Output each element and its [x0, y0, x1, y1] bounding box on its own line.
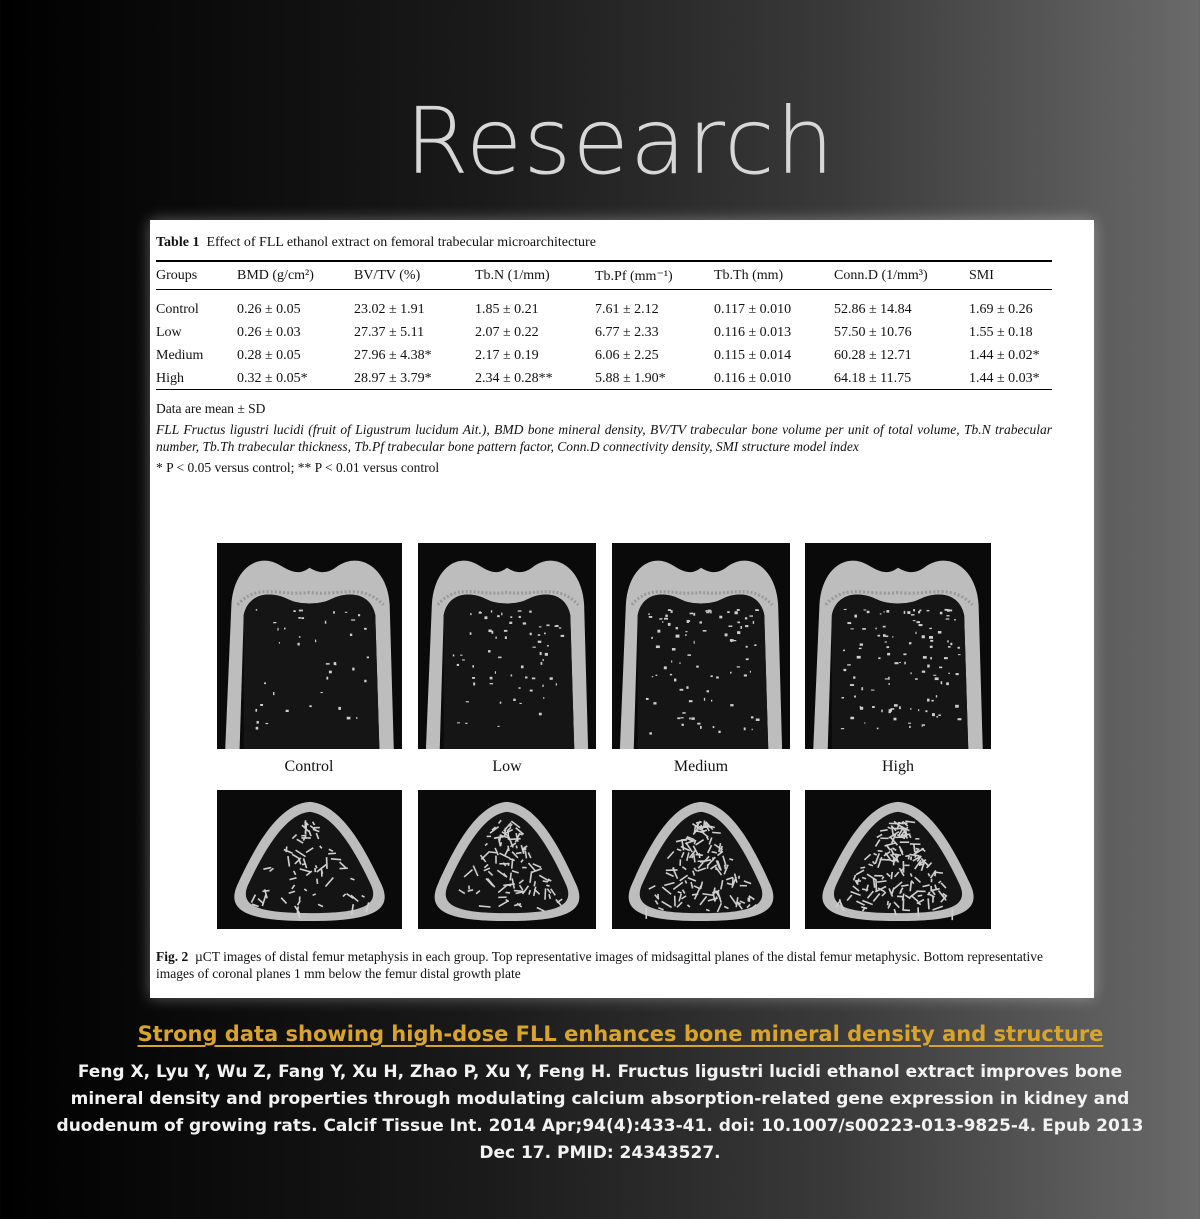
cell-smi: 1.69 ± 0.26	[969, 301, 1033, 317]
figure-caption	[156, 948, 1052, 982]
figure-label-control: Control	[284, 758, 334, 775]
cell-tbth: 0.116 ± 0.010	[714, 370, 792, 386]
table-title: Effect of FLL ethanol extract on femoral trabecular microarchitecture	[206, 235, 596, 250]
cell-bvtv: 27.96 ± 4.38*	[354, 347, 432, 363]
summary-tagline: Strong data showing high-dose FLL enhances bone mineral density and structure	[137, 1022, 1104, 1046]
header-smi: SMI	[969, 268, 994, 283]
figure-label-high: High	[882, 758, 914, 775]
ct-coronal-low	[418, 790, 596, 929]
cell-bvtv: 28.97 ± 3.79*	[354, 370, 432, 386]
figure-label-low: Low	[492, 758, 522, 775]
figure-label-medium: Medium	[673, 758, 729, 775]
cell-group: Medium	[156, 347, 204, 363]
ct-sagittal-low	[418, 543, 596, 749]
note-abbreviations: FLL Fructus ligustri lucidi (fruit of Ligustrum lucidum Ait.), BMD bone mineral density, BV/TV trabecular bone volume per unit of total volume, Tb.N trabecular number, Tb.Th trabecular thickness, Tb.Pf trabecular bone pattern factor, Conn.D connectivity density, SMI structure model index	[156, 422, 1052, 454]
header-bvtv: BV/TV (%)	[354, 268, 421, 283]
page-headline: Research	[405, 88, 835, 195]
table-caption	[156, 235, 596, 251]
cell-tbpf: 6.77 ± 2.33	[595, 324, 659, 340]
ct-coronal-control	[217, 790, 402, 929]
cell-tbpf: 5.88 ± 1.90*	[595, 370, 666, 386]
figure-caption-label: Fig. 2	[156, 949, 189, 964]
cell-bmd: 0.32 ± 0.05*	[237, 370, 308, 386]
cell-tbth: 0.115 ± 0.014	[714, 347, 792, 363]
cell-bvtv: 23.02 ± 1.91	[354, 301, 425, 317]
cell-group: Low	[156, 324, 182, 340]
ct-sagittal-high	[805, 543, 991, 749]
table-row	[156, 321, 1052, 344]
cell-tbpf: 6.06 ± 2.25	[595, 347, 659, 363]
cell-tbn: 2.07 ± 0.22	[475, 324, 539, 340]
ct-sagittal-control	[217, 543, 402, 749]
table-notes	[156, 400, 1052, 480]
reference-citation: Feng X, Lyu Y, Wu Z, Fang Y, Xu H, Zhao P, Xu Y, Feng H. Fructus ligustri lucidi ethanol extract improves bone mineral density and properties through modulating calcium absorption-related gene expression in kidney and duodenum of growing rats. Calcif Tissue Int. 2014 Apr;94(4):433-41. doi: 10.1007/s00223-013-9825-4. Epub 2013 Dec 17. PMID: 24343527.	[56, 1062, 1144, 1163]
cell-bmd: 0.26 ± 0.03	[237, 324, 301, 340]
cell-tbpf: 7.61 ± 2.12	[595, 301, 659, 317]
table-header-row	[156, 262, 1052, 290]
table-label: Table 1	[156, 235, 200, 250]
cell-tbn: 1.85 ± 0.21	[475, 301, 539, 317]
header-tbth: Tb.Th (mm)	[714, 268, 784, 283]
cell-group: Control	[156, 301, 199, 317]
ct-sagittal-medium	[612, 543, 790, 749]
cell-connd: 57.50 ± 10.76	[834, 324, 912, 340]
table-row	[156, 344, 1052, 367]
header-bmd: BMD (g/cm²)	[237, 268, 314, 283]
cell-tbn: 2.34 ± 0.28**	[475, 370, 553, 386]
cell-smi: 1.55 ± 0.18	[969, 324, 1033, 340]
cell-tbth: 0.116 ± 0.013	[714, 324, 792, 340]
ct-coronal-medium	[612, 790, 790, 929]
figure-caption-text: µCT images of distal femur metaphysis in each group. Top representative images of midsagittal planes of the distal femur metaphysic. Bottom representative images of coronal planes 1 mm below the femur distal growth plate	[156, 949, 1043, 981]
note-significance: * P < 0.05 versus control; ** P < 0.01 versus control	[156, 460, 440, 475]
header-tbpf: Tb.Pf (mm⁻¹)	[595, 268, 673, 284]
cell-bmd: 0.28 ± 0.05	[237, 347, 301, 363]
table-row	[156, 367, 1052, 390]
microarchitecture-table	[156, 262, 1052, 390]
cell-tbth: 0.117 ± 0.010	[714, 301, 792, 317]
note-mean: Data are mean ± SD	[156, 401, 266, 416]
cell-group: High	[156, 370, 184, 386]
paper-excerpt-card	[150, 220, 1094, 998]
header-tbn: Tb.N (1/mm)	[475, 268, 550, 283]
ct-coronal-high	[805, 790, 991, 929]
cell-bmd: 0.26 ± 0.05	[237, 301, 301, 317]
cell-bvtv: 27.37 ± 5.11	[354, 324, 425, 340]
cell-smi: 1.44 ± 0.03*	[969, 370, 1040, 386]
header-connd: Conn.D (1/mm³)	[834, 268, 928, 283]
cell-tbn: 2.17 ± 0.19	[475, 347, 539, 363]
header-groups: Groups	[156, 268, 198, 283]
cell-smi: 1.44 ± 0.02*	[969, 347, 1040, 363]
cell-connd: 52.86 ± 14.84	[834, 301, 912, 317]
cell-connd: 64.18 ± 11.75	[834, 370, 912, 386]
cell-connd: 60.28 ± 12.71	[834, 347, 912, 363]
table-row	[156, 298, 1052, 321]
